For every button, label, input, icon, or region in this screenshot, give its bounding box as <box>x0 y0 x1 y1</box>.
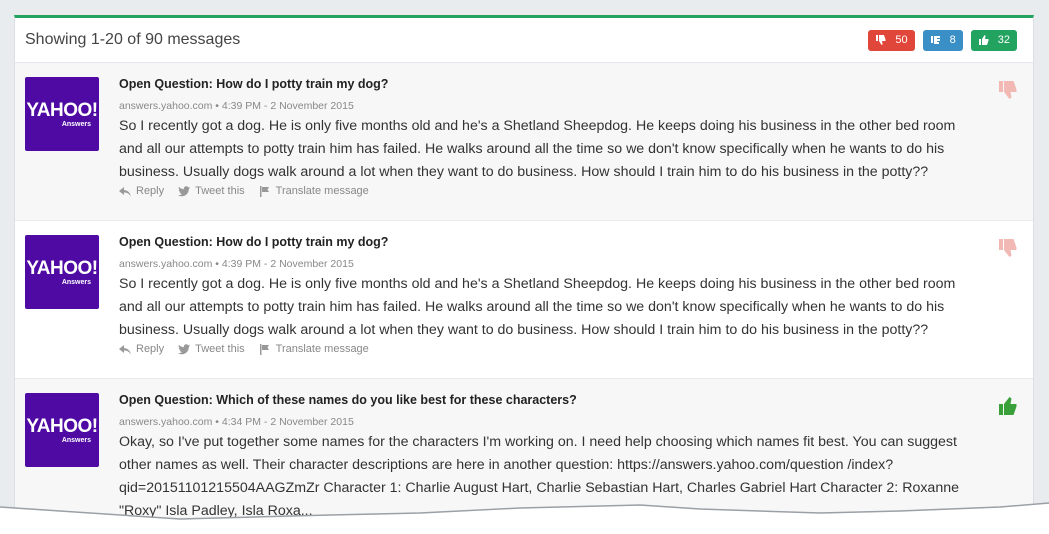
message-item <box>15 221 1033 379</box>
neutral-count-badge[interactable] <box>923 30 963 51</box>
messages-count-title: Showing 1-20 of 90 messages <box>25 31 241 48</box>
message-meta: answers.yahoo.com • 4:34 PM - 2 November 2015 <box>119 416 354 428</box>
negative-count: 50 <box>895 34 908 46</box>
sentiment-badges <box>868 30 1017 51</box>
reply-icon <box>119 344 131 355</box>
avatar-sub: Answers <box>61 120 91 128</box>
flag-icon <box>259 186 271 197</box>
sentiment-vote[interactable] <box>997 237 1019 259</box>
avatar-logo: YAHOO! <box>26 415 98 437</box>
tweet-label: Tweet this <box>195 185 245 197</box>
message-content <box>119 235 973 378</box>
positive-count-badge[interactable] <box>971 30 1017 51</box>
reply-label: Reply <box>136 343 165 355</box>
positive-count: 32 <box>997 34 1010 46</box>
avatar-sub: Answers <box>61 278 91 286</box>
reply-label: Reply <box>136 185 165 197</box>
translate-button[interactable] <box>259 343 369 355</box>
translate-button[interactable] <box>259 185 369 197</box>
twitter-icon <box>178 186 190 197</box>
flag-icon <box>259 344 271 355</box>
reply-button[interactable] <box>119 185 164 197</box>
avatar-sub: Answers <box>61 436 91 444</box>
message-meta: answers.yahoo.com • 4:39 PM - 2 November 2015 <box>119 258 354 270</box>
message-text: So I recently got a dog. He is only five months old and he's a Shetland Sheepdog. He keeps doing his business in the other bed room and all our attempts to potty train him has failed. He walks around all the time so we don't know specifically when he wants to do his business. Usually dogs walk around a lot when they want to do business. How should I train him to do his business in the potty?? <box>119 276 956 338</box>
avatar[interactable] <box>25 235 99 309</box>
negative-count-badge[interactable] <box>868 30 914 51</box>
message-actions <box>119 343 973 355</box>
translate-label: Translate message <box>275 343 369 355</box>
reply-icon <box>119 186 131 197</box>
thumbs-side-icon <box>930 34 942 46</box>
twitter-icon <box>178 344 190 355</box>
message-item <box>15 63 1033 221</box>
message-text: So I recently got a dog. He is only five months old and he's a Shetland Sheepdog. He keeps doing his business in the other bed room and all our attempts to potty train him has failed. He walks around all the time so we don't know specifically when he wants to do his business. Usually dogs walk around a lot when they want to do business. How should I train him to do his business in the potty?? <box>119 118 956 180</box>
neutral-count: 8 <box>949 34 956 46</box>
messages-panel <box>14 15 1034 534</box>
avatar[interactable] <box>25 393 99 467</box>
sentiment-vote[interactable] <box>997 79 1019 101</box>
message-meta: answers.yahoo.com • 4:39 PM - 2 November 2015 <box>119 100 354 112</box>
message-content <box>119 77 973 220</box>
tweet-button[interactable] <box>178 343 245 355</box>
message-title[interactable]: Open Question: Which of these names do you like best for these characters? <box>119 393 577 407</box>
thumbs-down-icon <box>997 79 1019 101</box>
sentiment-vote[interactable] <box>997 395 1019 417</box>
reply-button[interactable] <box>119 343 164 355</box>
thumbs-up-icon <box>997 395 1019 417</box>
message-title[interactable]: Open Question: How do I potty train my dog? <box>119 77 389 91</box>
translate-label: Translate message <box>275 185 369 197</box>
avatar-logo: YAHOO! <box>26 99 98 121</box>
message-title[interactable]: Open Question: How do I potty train my dog? <box>119 235 389 249</box>
panel-header <box>15 18 1033 63</box>
avatar-logo: YAHOO! <box>26 257 98 279</box>
tweet-button[interactable] <box>178 185 245 197</box>
message-actions <box>119 185 973 197</box>
message-text: Okay, so I've put together some names for the characters I'm working on. I need help choosing which names fit best. You can suggest other names as well. Their character descriptions are here in another question: https://answers.yahoo.com/question /index?qid=20151101215504AAGZmZr Character 1: Charlie August Hart, Charlie Sebastian Hart, Charles Gabriel Hart Character 2: Roxanne "Roxy" Isla Padley, Isla Roxa... <box>119 434 959 519</box>
torn-edge-decoration <box>0 497 1049 534</box>
tweet-label: Tweet this <box>195 343 245 355</box>
thumbs-down-icon <box>875 34 887 46</box>
thumbs-down-icon <box>997 237 1019 259</box>
avatar[interactable] <box>25 77 99 151</box>
thumbs-up-icon <box>978 34 990 46</box>
